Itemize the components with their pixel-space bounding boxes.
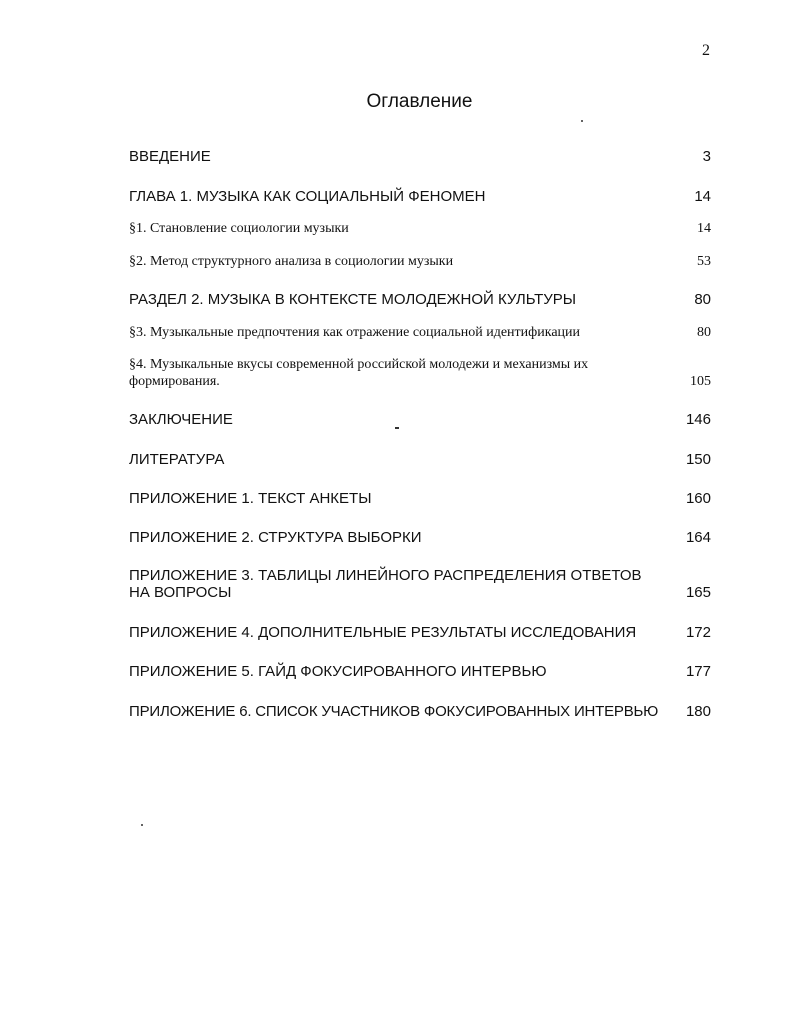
toc-entry-page: 180 [685,703,711,720]
toc-entry-chapter-1[interactable] [129,188,711,205]
toc-entry-page: 146 [685,411,711,428]
toc-entry-page: 160 [685,490,711,507]
toc-entry-page: 165 [685,584,711,601]
toc-entry-label: §1. Становление социологии музыки [129,221,349,236]
toc-entry-appendix-3[interactable] [129,567,711,601]
toc-entry-page: 3 [702,148,711,165]
toc-entry-label: РАЗДЕЛ 2. МУЗЫКА В КОНТЕКСТЕ МОЛОДЕЖНОЙ КУЛЬТУРЫ [129,291,577,308]
toc-entry-label: ЛИТЕРАТУРА [129,451,225,468]
toc-entry-page: 177 [685,663,711,680]
toc-entry-label: ПРИЛОЖЕНИЕ 4. ДОПОЛНИТЕЛЬНЫЕ РЕЗУЛЬТАТЫ ИССЛЕДОВАНИЯ [129,624,637,641]
toc-entry-label: ПРИЛОЖЕНИЕ 5. ГАЙД ФОКУСИРОВАННОГО ИНТЕРВЬЮ [129,663,547,680]
toc-entry-label: ПРИЛОЖЕНИЕ 1. ТЕКСТ АНКЕТЫ [129,490,372,507]
toc-entry-introduction[interactable] [129,148,711,165]
toc-entry-label: ЗАКЛЮЧЕНИЕ [129,411,233,428]
toc-entry-appendix-4[interactable] [129,624,711,641]
toc-entry-label: ПРИЛОЖЕНИЕ 6. СПИСОК УЧАСТНИКОВ ФОКУСИРОВАННЫХ ИНТЕРВЬЮ [129,703,659,720]
toc-entry-references[interactable] [129,451,711,468]
toc-title: Оглавление [366,91,473,112]
toc-entry-label: ПРИЛОЖЕНИЕ 2. СТРУКТУРА ВЫБОРКИ [129,529,422,546]
toc-entry-page: 150 [685,451,711,468]
toc-entry-page: 80 [694,291,711,308]
scan-speck [581,120,583,122]
toc-entry-part-2[interactable] [129,291,711,308]
toc-entry-conclusion[interactable] [129,411,711,428]
toc-entry-page: 80 [697,325,711,340]
toc-entry-section-1[interactable] [129,220,711,237]
toc-entry-page: 164 [685,529,711,546]
toc-entry-section-2[interactable] [129,253,711,270]
toc-entry-label: §4. Музыкальные вкусы современной российской молодежи и механизмы их формирования. [129,357,589,389]
toc-entry-appendix-5[interactable] [129,663,711,680]
toc-entry-label: ПРИЛОЖЕНИЕ 3. ТАБЛИЦЫ ЛИНЕЙНОГО РАСПРЕДЕЛЕНИЯ ОТВЕТОВ НА ВОПРОСЫ [129,567,642,601]
page-number: 2 [702,42,710,59]
toc-entry-page: 14 [694,188,711,205]
toc-entry-appendix-1[interactable] [129,490,711,507]
toc-entry-page: 172 [685,624,711,641]
toc-entry-section-3[interactable] [129,324,711,341]
toc-entry-page: 105 [690,374,711,389]
toc-entry-section-4[interactable] [129,356,711,390]
toc-entry-label: §2. Метод структурного анализа в социологии музыки [129,254,454,269]
toc-entry-label: ГЛАВА 1. МУЗЫКА КАК СОЦИАЛЬНЫЙ ФЕНОМЕН [129,188,486,205]
scan-speck [395,427,399,429]
toc-entry-label: ВВЕДЕНИЕ [129,148,211,165]
toc-entry-page: 53 [697,254,711,269]
scan-speck [141,824,143,826]
toc-entry-page: 14 [697,221,711,236]
toc-entry-appendix-6[interactable] [129,703,711,720]
toc-entry-appendix-2[interactable] [129,529,711,546]
toc-entry-label: §3. Музыкальные предпочтения как отражение социальной идентификации [129,325,581,340]
